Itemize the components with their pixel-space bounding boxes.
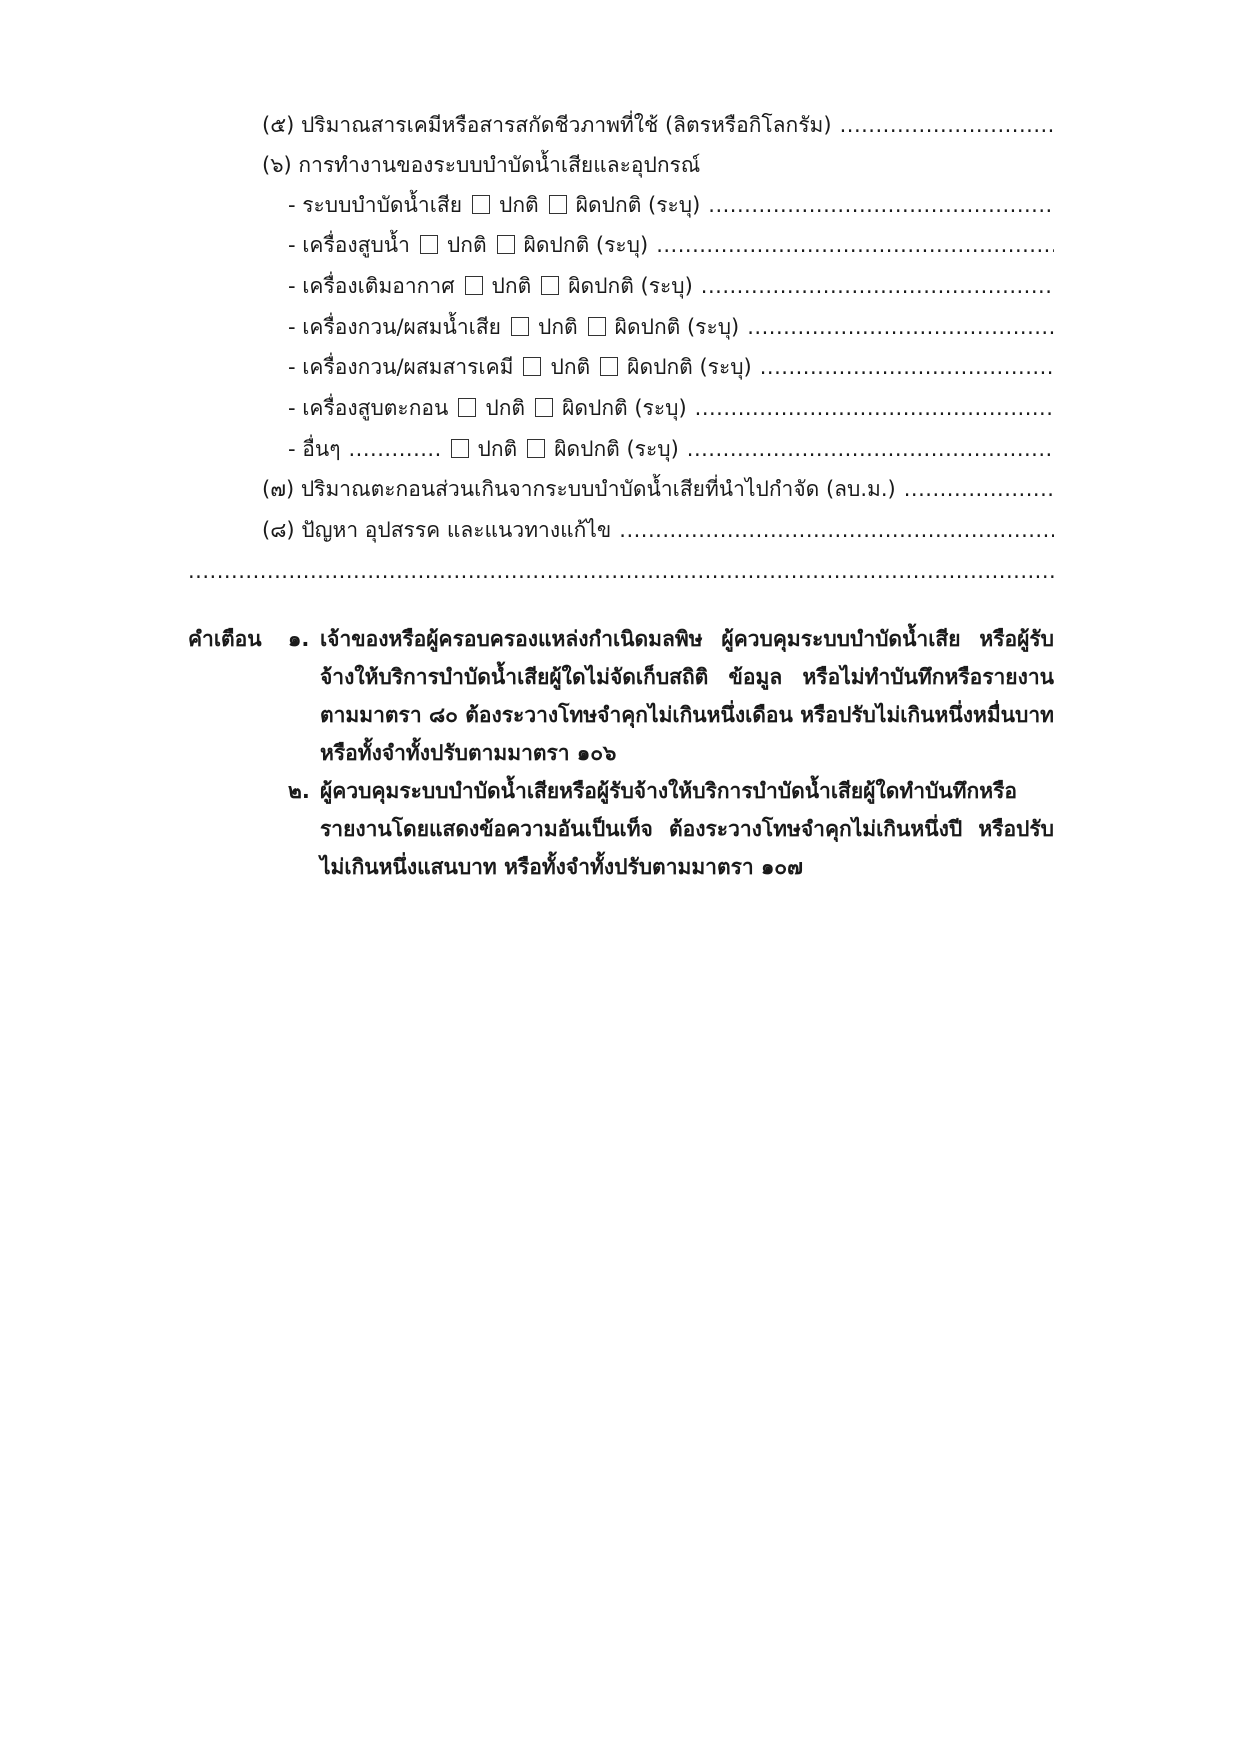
equipment-row xyxy=(288,185,1054,225)
item-8-fill-line[interactable] xyxy=(619,510,1054,550)
warning-item-number: ๑. xyxy=(288,627,310,651)
item-7-fill-line[interactable] xyxy=(904,469,1054,509)
warning-item-text: เจ้าของหรือผู้ครอบครองแหล่งกำเนิดมลพิษ ผู้ควบคุมระบบบำบัดน้ำเสีย หรือผู้รับจ้างให้บริการบำบัดน้ำเสียผู้ใดไม่จัดเก็บสถิติ ข้อมูล หรือไม่ทำบันทึกหรือรายงานตามมาตรา ๘๐ ต้องระวางโทษจำคุกไม่เกินหนึ่งเดือน หรือปรับไม่เกินหนึ่งหมื่นบาทหรือทั้งจำทั้งปรับตามมาตรา ๑๐๖ xyxy=(320,627,1054,765)
equipment-row xyxy=(288,388,1054,428)
equipment-label: - เครื่องสูบตะกอน xyxy=(288,396,449,420)
abnormal-fill-line[interactable] xyxy=(747,307,1054,347)
other-specify-fill-line[interactable] xyxy=(349,429,441,469)
normal-checkbox[interactable] xyxy=(472,195,490,214)
abnormal-checkbox[interactable] xyxy=(497,235,515,254)
warning-item-number: ๒. xyxy=(288,779,310,803)
equipment-row-other xyxy=(288,429,1054,469)
full-width-fill-line-row xyxy=(188,551,1054,591)
equipment-label: - อื่นๆ xyxy=(288,437,341,461)
normal-checkbox[interactable] xyxy=(451,439,469,458)
warning-item-2 xyxy=(288,772,1054,892)
warning-item-text: ผู้ควบคุมระบบบำบัดน้ำเสียหรือผู้รับจ้างให้บริการบำบัดน้ำเสียผู้ใดทำบันทึกหรือรายงานโดยแสดงข้อความอันเป็นเท็จ ต้องระวางโทษจำคุกไม่เกินหนึ่งปี หรือปรับไม่เกินหนึ่งแสนบาท หรือทั้งจำทั้งปรับตามมาตรา ๑๐๗ xyxy=(320,779,1054,879)
abnormal-checkbox[interactable] xyxy=(588,317,606,336)
equipment-row xyxy=(288,307,1054,347)
normal-label: ปกติ xyxy=(550,355,591,379)
equipment-label: - เครื่องกวน/ผสมน้ำเสีย xyxy=(288,315,501,339)
abnormal-checkbox[interactable] xyxy=(600,357,618,376)
item-7-row xyxy=(262,469,1054,509)
normal-checkbox[interactable] xyxy=(458,398,476,417)
item-6-row xyxy=(262,145,1054,185)
item-5-fill-line[interactable] xyxy=(840,105,1054,145)
abnormal-label: ผิดปกติ (ระบุ) xyxy=(627,355,752,379)
warning-heading: คำเตือน xyxy=(188,627,262,651)
abnormal-checkbox[interactable] xyxy=(549,195,567,214)
item-8-row xyxy=(262,510,1054,550)
normal-label: ปกติ xyxy=(499,193,539,217)
equipment-row xyxy=(288,225,1054,265)
abnormal-label: ผิดปกติ (ระบุ) xyxy=(568,274,693,298)
equipment-label: - เครื่องเติมอากาศ xyxy=(288,274,455,298)
abnormal-checkbox[interactable] xyxy=(535,398,553,417)
equipment-row xyxy=(288,347,1054,387)
item-6-label: (๖) การทำงานของระบบบำบัดน้ำเสียและอุปกรณ์ xyxy=(262,153,701,177)
normal-checkbox[interactable] xyxy=(523,357,541,376)
abnormal-checkbox[interactable] xyxy=(541,276,559,295)
item-7-label: (๗) ปริมาณตะกอนส่วนเกินจากระบบบำบัดน้ำเสียที่นำไปกำจัด (ลบ.ม.) xyxy=(262,477,896,501)
abnormal-label: ผิดปกติ (ระบุ) xyxy=(523,233,649,257)
abnormal-fill-line[interactable] xyxy=(656,225,1054,265)
equipment-label: - ระบบบำบัดน้ำเสีย xyxy=(288,193,463,217)
equipment-label: - เครื่องสูบน้ำ xyxy=(288,233,410,257)
equipment-row xyxy=(288,266,1054,306)
normal-label: ปกติ xyxy=(537,315,578,339)
normal-label: ปกติ xyxy=(485,396,526,420)
abnormal-fill-line[interactable] xyxy=(760,347,1054,387)
abnormal-fill-line[interactable] xyxy=(695,388,1054,428)
equipment-label: - เครื่องกวน/ผสมสารเคมี xyxy=(288,355,514,379)
normal-checkbox[interactable] xyxy=(420,235,438,254)
abnormal-checkbox[interactable] xyxy=(527,439,545,458)
normal-checkbox[interactable] xyxy=(465,276,483,295)
abnormal-fill-line[interactable] xyxy=(701,266,1054,306)
item-5-row xyxy=(262,105,1054,145)
item-8-label: (๘) ปัญหา อุปสรรค และแนวทางแก้ไข xyxy=(262,518,612,542)
abnormal-fill-line[interactable] xyxy=(687,429,1054,469)
full-width-fill-line[interactable] xyxy=(188,551,1054,591)
abnormal-label: ผิดปกติ (ระบุ) xyxy=(562,396,687,420)
warning-item-1 xyxy=(288,620,1054,772)
normal-label: ปกติ xyxy=(491,274,532,298)
normal-label: ปกติ xyxy=(446,233,487,257)
normal-checkbox[interactable] xyxy=(511,317,529,336)
abnormal-label: ผิดปกติ (ระบุ) xyxy=(554,437,679,461)
abnormal-fill-line[interactable] xyxy=(708,185,1054,225)
normal-label: ปกติ xyxy=(477,437,518,461)
abnormal-label: ผิดปกติ (ระบุ) xyxy=(614,315,740,339)
item-5-label: (๕) ปริมาณสารเคมีหรือสารสกัดชีวภาพที่ใช้ (ลิตรหรือกิโลกรัม) xyxy=(262,113,832,137)
abnormal-label: ผิดปกติ (ระบุ) xyxy=(575,193,701,217)
